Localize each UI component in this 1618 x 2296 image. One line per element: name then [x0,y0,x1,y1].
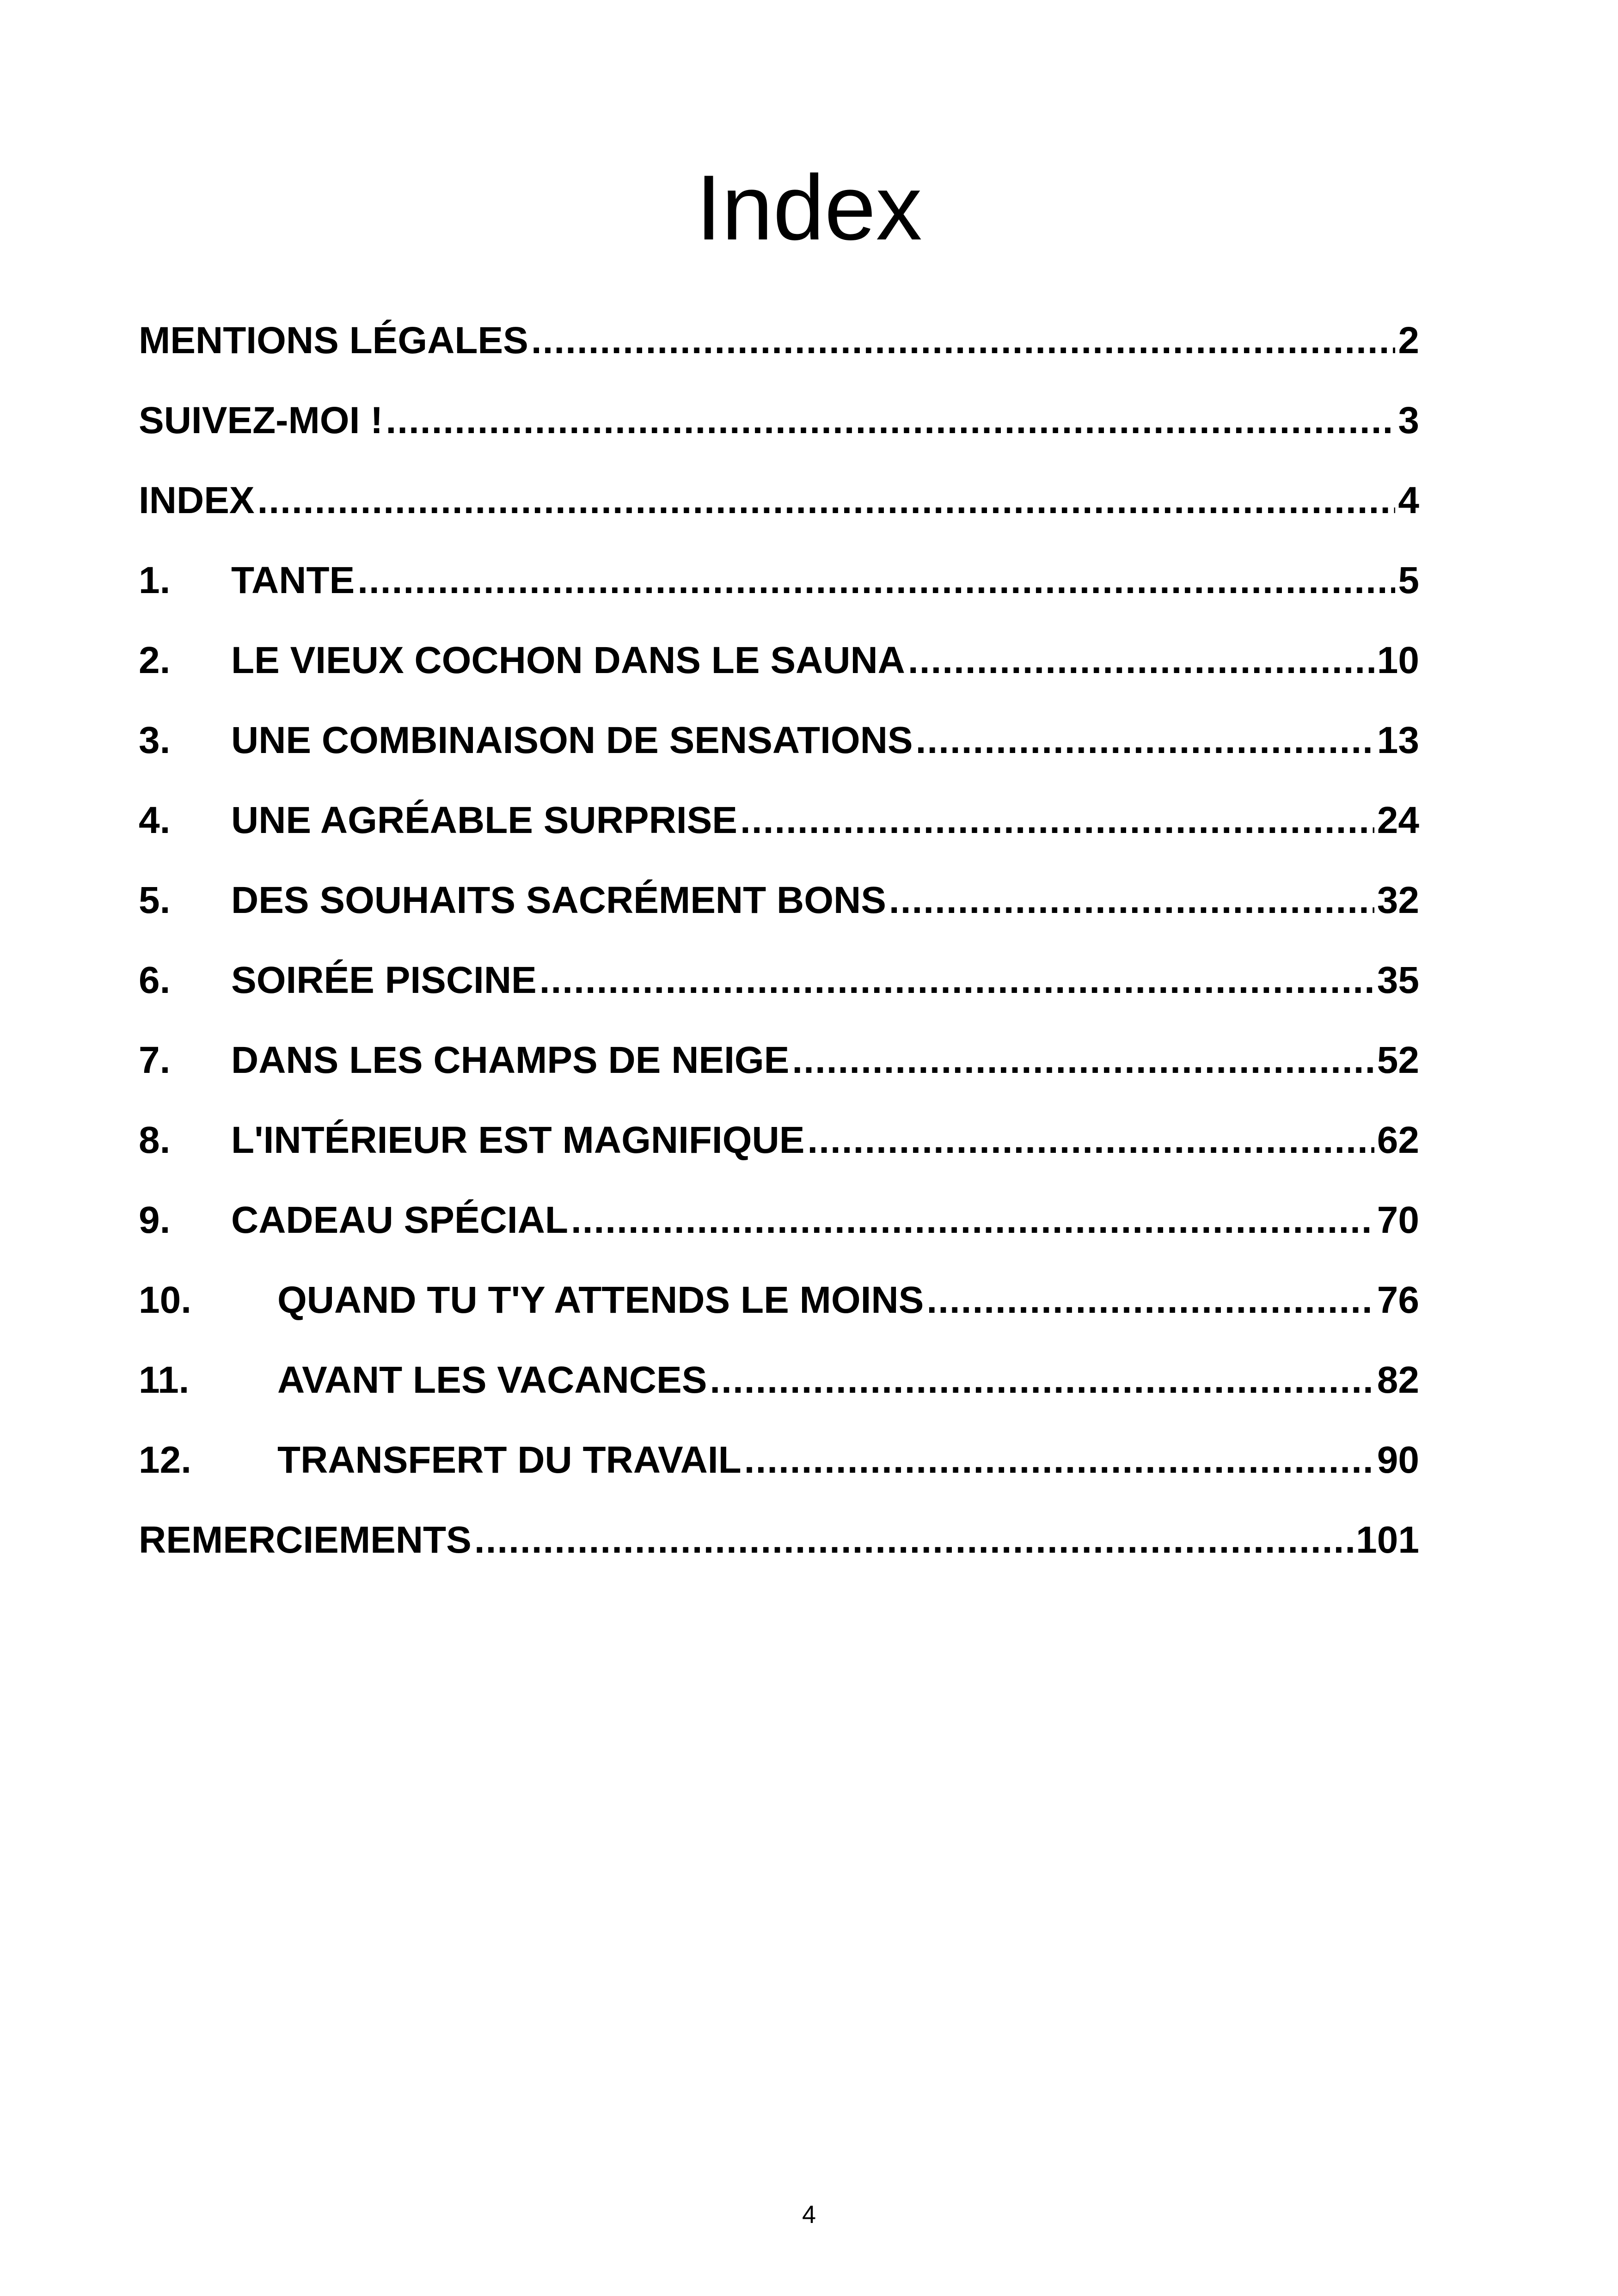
toc-entry-page: 4 [1398,479,1419,521]
toc-entry-number: 3. [139,719,171,761]
toc-entry-page: 35 [1377,959,1419,1001]
toc-entry-label: MENTIONS LÉGALES [139,319,528,361]
toc-dot-leader [539,959,1374,1002]
page-number: 4 [802,2201,816,2229]
toc-entry-page: 90 [1377,1439,1419,1481]
toc-dot-leader [571,1199,1374,1242]
toc-entry[interactable] [139,1279,1419,1359]
toc-entry-label: L'INTÉRIEUR EST MAGNIFIQUE [231,1119,805,1161]
toc-entry-page: 76 [1377,1279,1419,1321]
toc-entry-page: 82 [1377,1359,1419,1401]
toc-entry[interactable] [139,399,1419,479]
toc-entry-number: 1. [139,559,171,601]
toc-entry-page: 62 [1377,1119,1419,1161]
toc-entry-label: QUAND TU T'Y ATTENDS LE MOINS [277,1279,924,1321]
toc-entry-number: 2. [139,639,171,681]
toc-dot-leader [926,1279,1374,1322]
toc-dot-leader [889,879,1374,922]
toc-entry-page: 24 [1377,799,1419,841]
toc-entry-number: 9. [139,1199,171,1241]
toc-entry-label: TANTE [231,559,355,601]
toc-dot-leader [807,1119,1374,1162]
toc-dot-leader [916,719,1374,762]
toc-dot-leader [357,559,1395,602]
toc-dot-leader [531,319,1396,362]
toc-entry-number: 5. [139,879,171,921]
toc-entry-number: 6. [139,959,171,1001]
toc-entry-label: DES SOUHAITS SACRÉMENT BONS [231,879,886,921]
toc-entry[interactable] [139,879,1419,959]
toc-entry[interactable] [139,1199,1419,1279]
toc-entry-number: 12. [139,1439,191,1481]
toc-dot-leader [744,1439,1374,1482]
toc-entry-page: 3 [1398,399,1419,441]
toc-entry-page: 70 [1377,1199,1419,1241]
toc-entry-page: 10 [1377,639,1419,681]
toc-entry[interactable] [139,1518,1419,1598]
page-title: Index [696,156,922,259]
toc-entry-number: 10. [139,1279,191,1321]
table-of-contents [139,319,1419,1598]
toc-entry[interactable] [139,1119,1419,1199]
toc-entry[interactable] [139,1039,1419,1119]
toc-dot-leader [386,399,1395,442]
toc-entry[interactable] [139,1359,1419,1439]
toc-entry-label: INDEX [139,479,255,521]
toc-entry-label: LE VIEUX COCHON DANS LE SAUNA [231,639,905,681]
toc-entry-page: 5 [1398,559,1419,601]
toc-entry-page: 32 [1377,879,1419,921]
toc-entry-number: 4. [139,799,171,841]
toc-entry-page: 2 [1398,319,1419,361]
toc-entry[interactable] [139,559,1419,639]
toc-entry-label: SOIRÉE PISCINE [231,959,537,1001]
toc-entry-page: 52 [1377,1039,1419,1081]
toc-entry-page: 101 [1356,1519,1419,1561]
toc-entry-label: SUIVEZ-MOI ! [139,399,383,441]
toc-entry-page: 13 [1377,719,1419,761]
toc-entry-number: 7. [139,1039,171,1081]
toc-dot-leader [710,1359,1374,1402]
toc-entry[interactable] [139,639,1419,719]
toc-entry-label: UNE AGRÉABLE SURPRISE [231,799,737,841]
toc-dot-leader [792,1039,1374,1082]
toc-entry-label: REMERCIEMENTS [139,1519,472,1561]
toc-dot-leader [740,799,1374,842]
toc-dot-leader [908,639,1374,682]
toc-entry-label: DANS LES CHAMPS DE NEIGE [231,1039,790,1081]
toc-entry-number: 8. [139,1119,171,1161]
toc-entry-label: AVANT LES VACANCES [277,1359,707,1401]
toc-entry-label: TRANSFERT DU TRAVAIL [277,1439,742,1481]
toc-entry-label: CADEAU SPÉCIAL [231,1199,568,1241]
toc-entry[interactable] [139,959,1419,1039]
toc-entry-number: 11. [139,1359,190,1401]
toc-entry[interactable] [139,319,1419,399]
toc-dot-leader [474,1518,1353,1562]
toc-entry-label: UNE COMBINAISON DE SENSATIONS [231,719,913,761]
toc-entry[interactable] [139,799,1419,879]
toc-dot-leader [257,479,1396,522]
toc-entry[interactable] [139,479,1419,559]
toc-entry[interactable] [139,1439,1419,1518]
toc-entry[interactable] [139,719,1419,799]
